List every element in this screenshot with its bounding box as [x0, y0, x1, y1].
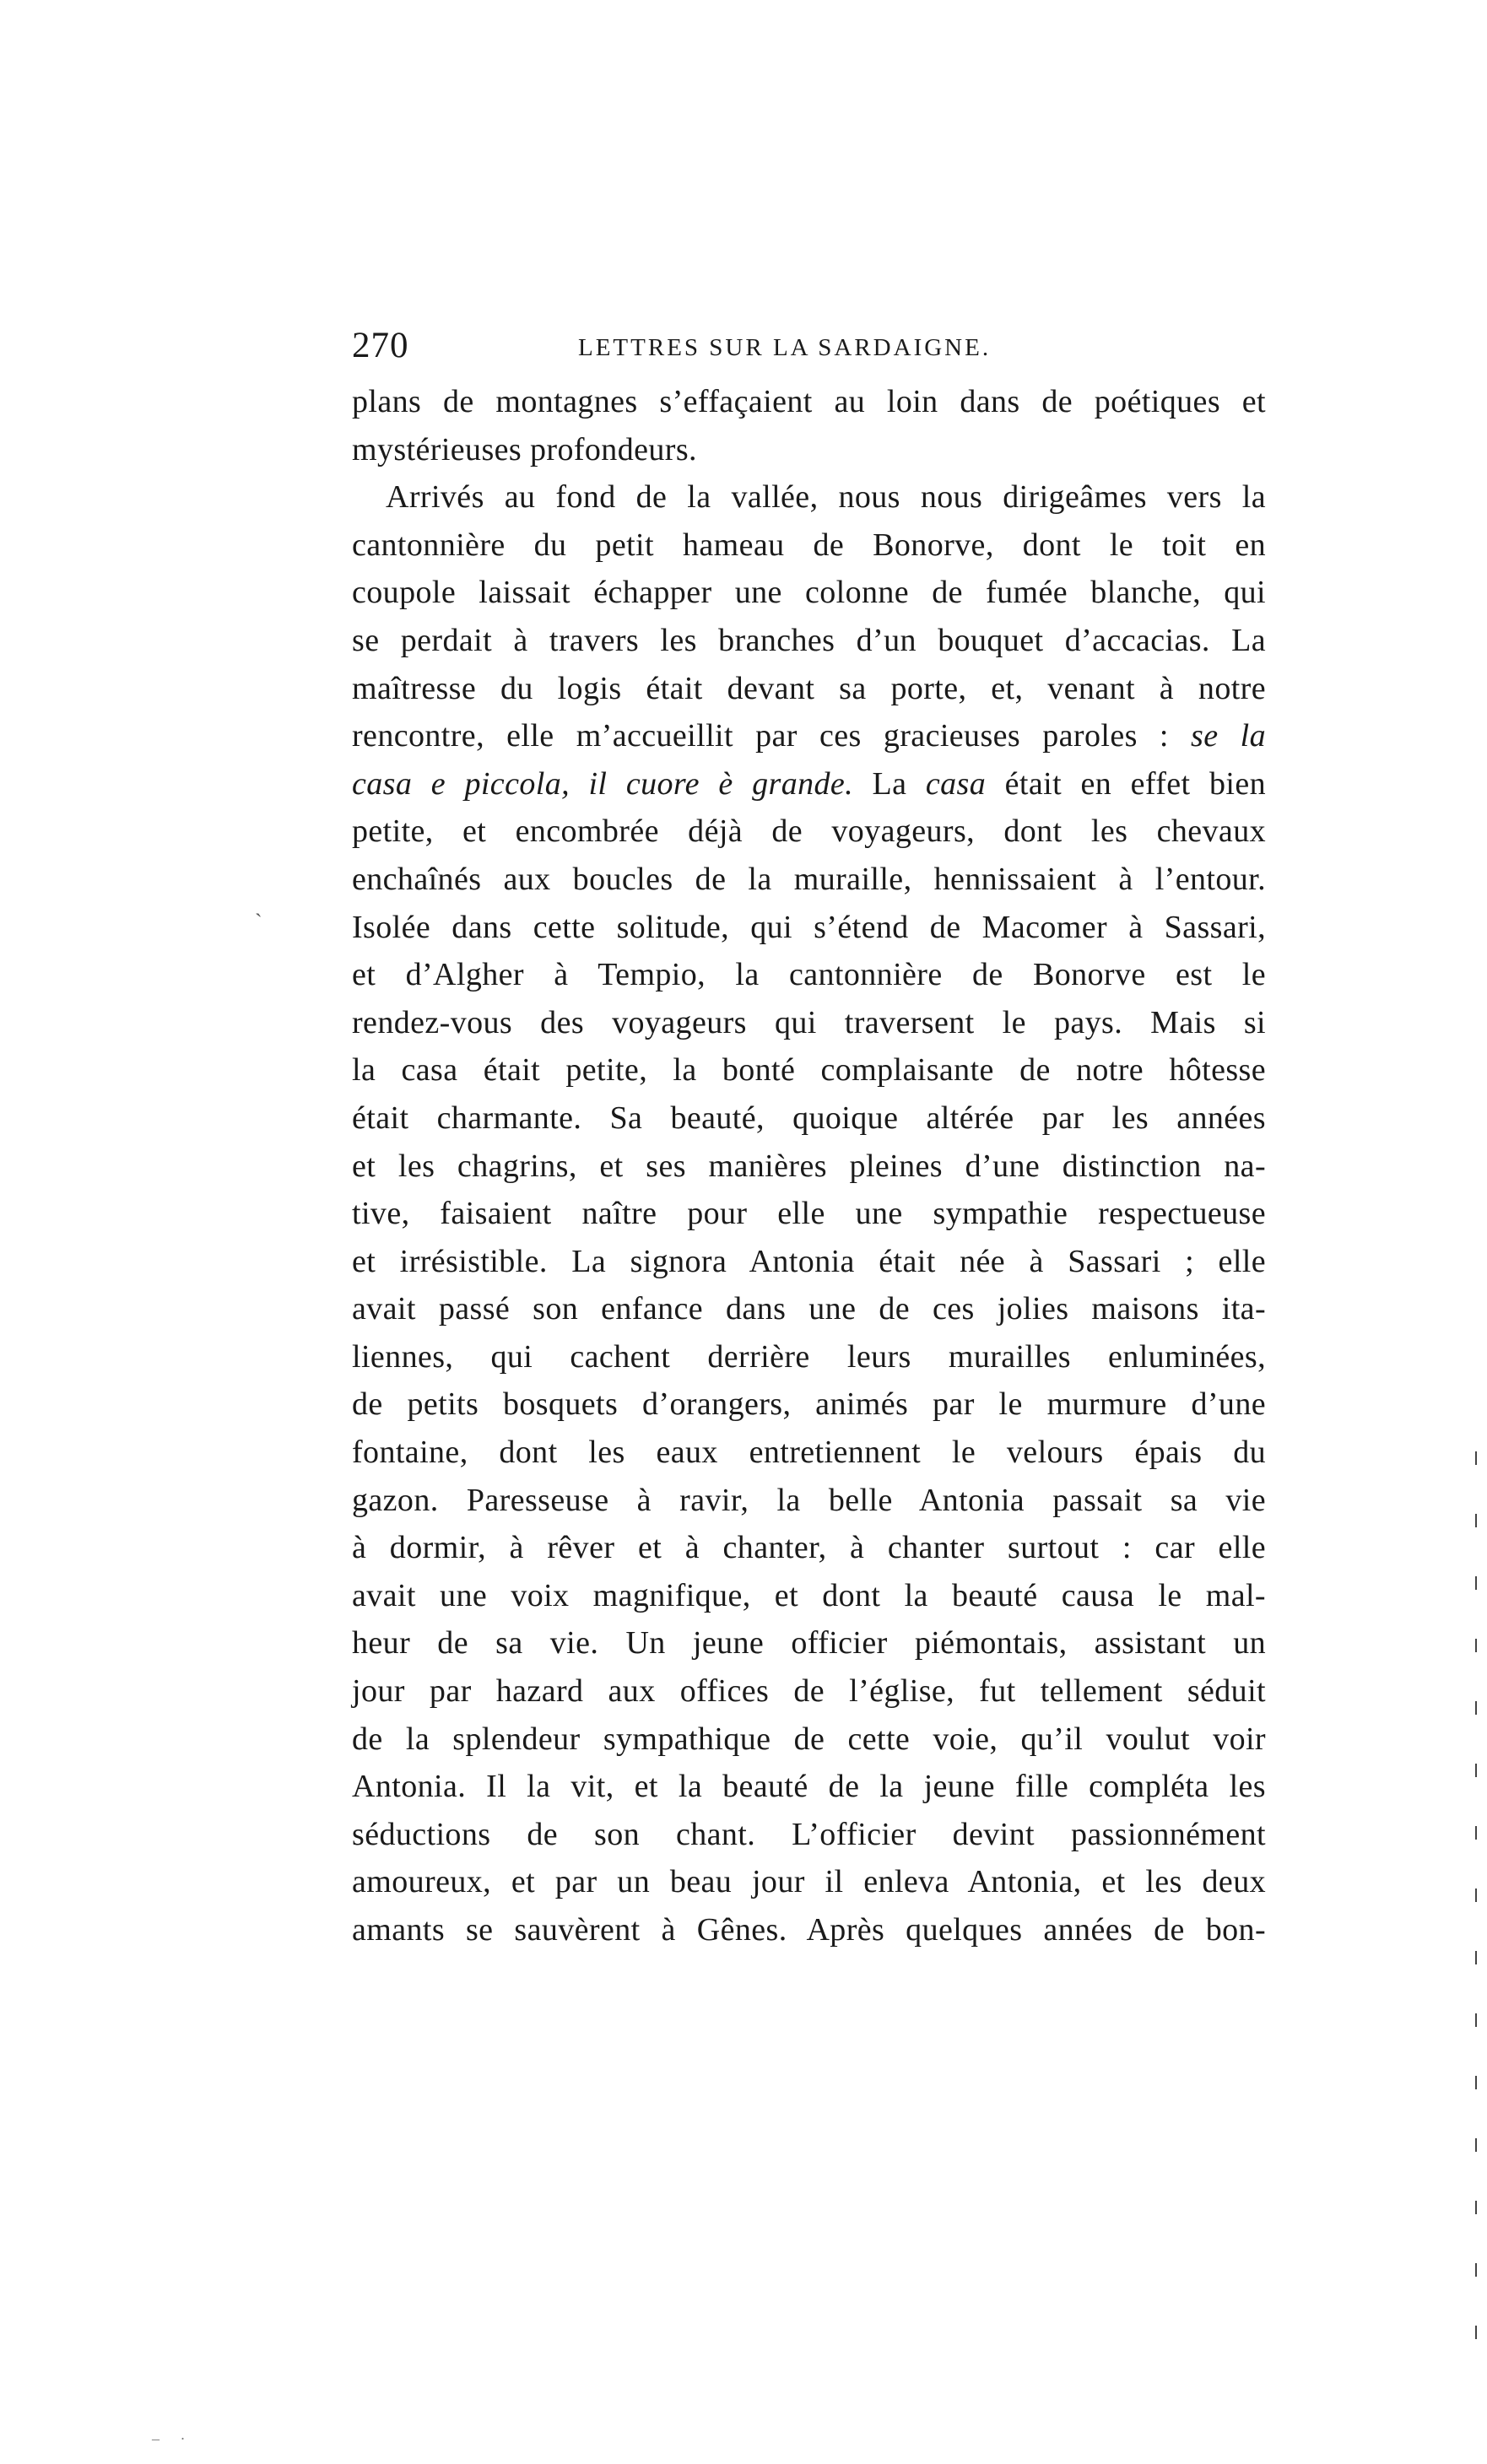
- body-text: [352, 378, 1266, 1954]
- edge-tick: [1475, 1639, 1477, 1652]
- text-line: et les chagrins, et ses manières pleines d’une distinction na-: [352, 1148, 1266, 1184]
- text-line-mixed: [352, 760, 1266, 808]
- text-line: et irrésistible. La signora Antonia était née à Sassari ; elle: [352, 1243, 1266, 1279]
- text-line: Arrivés au fond de la vallée, nous nous dirigeâmes vers la: [386, 479, 1266, 516]
- text-segment: rencontre, elle m’accueillit par ces gracieuses paroles :: [352, 718, 1192, 754]
- edge-tick: [1475, 1451, 1477, 1465]
- edge-tick: [1475, 1889, 1477, 1902]
- page-edge-marks: [1475, 1451, 1479, 2464]
- text-line: petite, et encombrée déjà de voyageurs, dont les chevaux: [352, 813, 1266, 850]
- edge-tick: [1475, 1826, 1477, 1840]
- text-line: se perdait à travers les branches d’un bouquet d’accacias. La: [352, 622, 1266, 658]
- text-line: gazon. Paresseuse à ravir, la belle Antonia passait sa vie: [352, 1482, 1266, 1518]
- text-line: Antonia. Il la vit, et la beauté de la jeune fille compléta les: [352, 1769, 1266, 1805]
- edge-tick: [1475, 1701, 1477, 1715]
- running-title: LETTRES SUR LA SARDAIGNE.: [578, 334, 992, 361]
- edge-tick: [1475, 2201, 1477, 2214]
- text-line: et d’Algher à Tempio, la cantonnière de Bonorve est le: [352, 957, 1266, 993]
- edge-tick: [1475, 1764, 1477, 1777]
- edge-tick: [1475, 2076, 1477, 2089]
- text-line: rendez-vous des voyageurs qui traversent le pays. Mais si: [352, 1004, 1266, 1040]
- edge-tick: [1475, 2138, 1477, 2152]
- text-line-mixed: [352, 712, 1266, 760]
- text-line: jour par hazard aux offices de l’église, fut tellement séduit: [352, 1673, 1266, 1710]
- text-line: avait une voix magnifique, et dont la beauté causa le mal-: [352, 1577, 1266, 1613]
- text-line: maîtresse du logis était devant sa porte, et, venant à notre: [352, 670, 1266, 706]
- text-line: de petits bosquets d’orangers, animés par le murmure d’une: [352, 1386, 1266, 1423]
- italic-segment: se la: [1191, 718, 1267, 754]
- margin-mark: ˏ: [255, 893, 262, 917]
- text-line: fontaine, dont les eaux entretiennent le velours épais du: [352, 1435, 1266, 1471]
- text-line: avait passé son enfance dans une de ces jolies maisons ita-: [352, 1291, 1266, 1327]
- text-line: amoureux, et par un beau jour il enleva Antonia, et les deux: [352, 1864, 1266, 1900]
- text-line: liennes, qui cachent derrière leurs murailles enluminées,: [352, 1338, 1266, 1375]
- text-line: cantonnière du petit hameau de Bonorve, dont le toit en: [352, 527, 1266, 563]
- page-header: [352, 324, 1246, 368]
- text-line: était charmante. Sa beauté, quoique altérée par les années: [352, 1100, 1266, 1136]
- text-line: heur de sa vie. Un jeune officier piémontais, assistant un: [352, 1625, 1266, 1662]
- edge-tick: [1475, 1951, 1477, 1964]
- text-line: enchaînés aux boucles de la muraille, hennissaient à l’entour.: [352, 861, 1266, 897]
- italic-segment: casa e piccola, il cuore è grande.: [352, 765, 854, 802]
- text-line: coupole laissait échapper une colonne de fumée blanche, qui: [352, 575, 1266, 611]
- text-line: Isolée dans cette solitude, qui s’étend de Macomer à Sassari,: [352, 909, 1266, 945]
- italic-segment: casa: [925, 765, 987, 802]
- text-segment: était en effet bien: [986, 765, 1267, 802]
- text-line: séductions de son chant. L’officier devint passionnément: [352, 1816, 1266, 1852]
- text-line: tive, faisaient naître pour elle une sympathie respectueuse: [352, 1196, 1266, 1232]
- text-segment: La: [853, 765, 926, 802]
- edge-tick: [1475, 2326, 1477, 2339]
- page-number: 270: [352, 326, 409, 365]
- text-line: mystérieuses profondeurs.: [352, 431, 697, 467]
- text-line: à dormir, à rêver et à chanter, à chanter surtout : car elle: [352, 1530, 1266, 1566]
- edge-tick: [1475, 1514, 1477, 1527]
- text-line: de la splendeur sympathique de cette voie, qu’il voulut voir: [352, 1721, 1266, 1757]
- text-line: la casa était petite, la bonté complaisante de notre hôtesse: [352, 1052, 1266, 1089]
- edge-tick: [1475, 1576, 1477, 1590]
- bottom-marks: – ·: [152, 2430, 194, 2447]
- text-line: amants se sauvèrent à Gênes. Après quelques années de bon-: [352, 1912, 1266, 1948]
- edge-tick: [1475, 2263, 1477, 2277]
- edge-tick: [1475, 2013, 1477, 2027]
- text-line: plans de montagnes s’effaçaient au loin dans de poétiques et: [352, 384, 1266, 419]
